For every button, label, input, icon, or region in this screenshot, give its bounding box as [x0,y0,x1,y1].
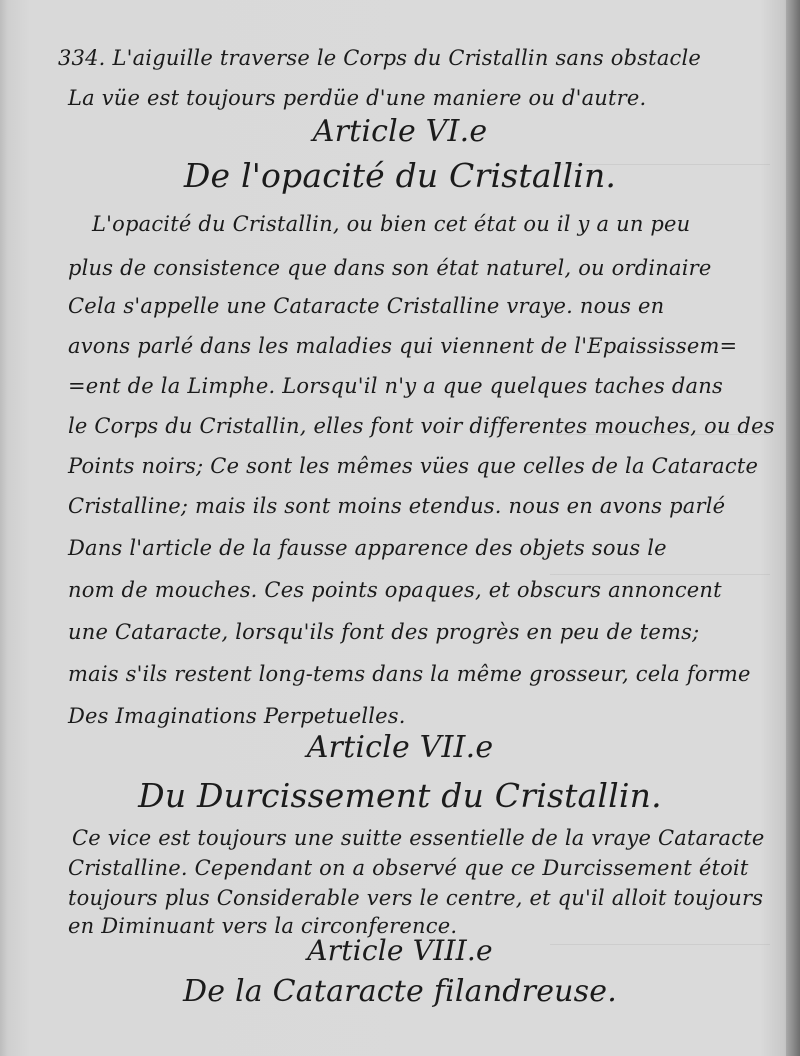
paragraph-line: le Corps du Cristallin, elles font voir differentes mouches, ou des [68,414,775,438]
paragraph-line: une Cataracte, lorsqu'ils font des progrès en peu de tems; [68,620,700,644]
article-title: De la Cataracte filandreuse. [183,974,617,1009]
text-line [58,46,778,70]
article-title: Du Durcissement du Cristallin. [138,776,662,815]
page-number: 334. [58,46,106,70]
article-heading: Article VIII.e [307,934,493,967]
text-line: La vüe est toujours perdüe d'une maniere ou d'autre. [68,86,647,110]
paragraph-line: Ce vice est toujours une suitte essentielle de la vraye Cataracte [72,826,765,850]
paragraph-line: Des Imaginations Perpetuelles. [68,704,406,728]
paragraph-line: Dans l'article de la fausse apparence des objets sous le [68,536,667,560]
line-text: L'aiguille traverse le Corps du Cristallin sans obstacle [112,46,702,70]
paragraph-line: avons parlé dans les maladies qui viennent de l'Epaississem= [68,334,738,358]
article-heading: Article VII.e [306,730,494,765]
bleed-through-mark [550,560,770,575]
paragraph-line: Cristalline; mais ils sont moins etendus. nous en avons parlé [68,494,726,518]
paragraph-line: toujours plus Considerable vers le centre, et qu'il alloit toujours [68,886,764,910]
paragraph-line: L'opacité du Cristallin, ou bien cet état ou il y a un peu [92,212,691,236]
article-title: De l'opacité du Cristallin. [183,156,617,195]
paragraph-line: nom de mouches. Ces points opaques, et obscurs annoncent [68,578,722,602]
article-heading: Article VI.e [312,114,488,149]
paragraph-line: plus de consistence que dans son état naturel, ou ordinaire [68,256,712,280]
paragraph-line: Cristalline. Cependant on a observé que ce Durcissement étoit [68,856,749,880]
paragraph-line: Cela s'appelle une Cataracte Cristalline vraye. nous en [68,294,665,318]
paragraph-line: en Diminuant vers la circonference. [68,914,458,938]
paragraph-line: =ent de la Limphe. Lorsqu'il n'y a que quelques taches dans [68,374,723,398]
paragraph-line: Points noirs; Ce sont les mêmes vües que celles de la Cataracte [68,454,759,478]
paragraph-line: mais s'ils restent long-tems dans la même grosseur, cela forme [68,662,751,686]
